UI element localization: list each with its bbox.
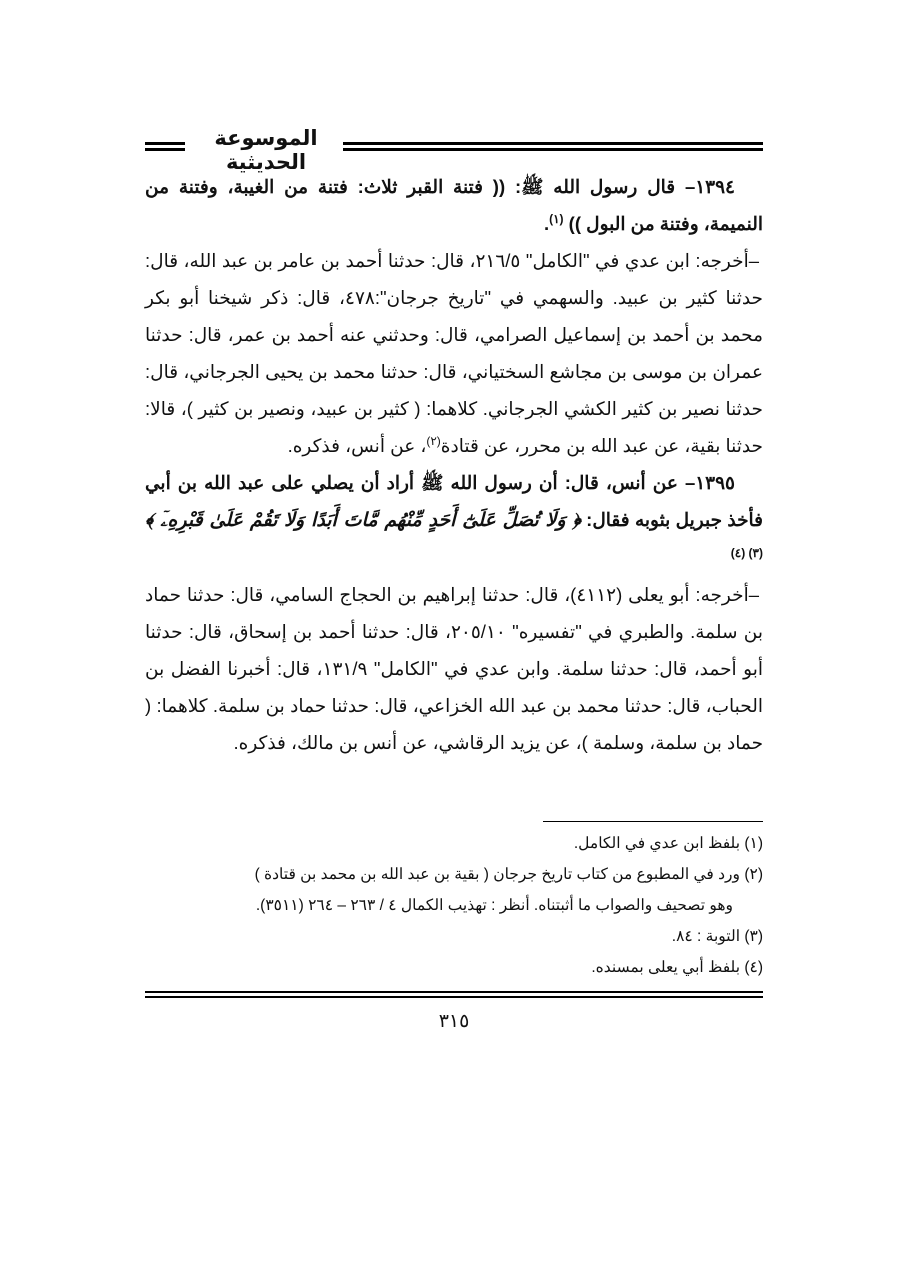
footnote xyxy=(145,859,763,890)
footnote-number: (١) xyxy=(744,835,763,852)
footnote-number: (٣) xyxy=(744,928,763,945)
header-rule xyxy=(145,148,185,151)
footnote-ref: (١) xyxy=(549,211,564,226)
main-text xyxy=(145,168,763,761)
footnote-text: بلفظ أبي يعلى بمسنده. xyxy=(591,959,741,976)
quran-verse: ﴿ وَلَا تُصَلِّ عَلَىٰٓ أَحَدٍ مِّنْهُم مَّاتَ أَبَدًا وَلَا تَقُمْ عَلَىٰ قَبْرِهِۦٓ ﴾ xyxy=(145,509,581,531)
footnote-separator xyxy=(543,821,763,822)
hadith-1395 xyxy=(145,464,763,576)
footer-rule xyxy=(145,991,763,993)
footnote-ref: (٢) xyxy=(426,433,441,448)
footnote-text: بلفظ ابن عدي في الكامل. xyxy=(573,835,741,852)
footer-rule xyxy=(145,996,763,998)
header-rule xyxy=(145,142,185,145)
page-number: ٣١٥ xyxy=(438,1011,470,1032)
footnote-continuation: وهو تصحيف والصواب ما أثبتناه. أنظر : تهذيب الكمال ٤ / ٢٦٣ – ٢٦٤ (٣٥١١). xyxy=(255,897,733,914)
hadith-text: ١٣٩٥– عن أنس، قال: أن رسول الله ﷺ أراد أن يصلي على عبد الله بن أبي فأخذ جبريل بثوبه فقال: xyxy=(145,472,764,530)
running-header xyxy=(145,120,763,174)
footnote xyxy=(145,828,763,859)
footnote xyxy=(145,952,763,983)
hadith-end: . xyxy=(543,213,550,234)
spacer xyxy=(145,761,763,821)
takhrij-text: –أخرجه: أبو يعلى (٤١١٢)، قال: حدثنا إبراهيم بن الحجاج السامي، قال: حدثنا حماد بن سلمة. والطبري في "تفسيره" ٢٠٥/١٠، قال: حدثنا أحمد بن إسحاق، قال: حدثنا أبو أحمد، قال: حدثنا سلمة. وابن عدي في "الكامل" ١٣١/٩، قال: أخبرنا الفضل بن الحباب، قال: حدثنا محمد بن عبد الله الخزاعي، قال: حدثنا حماد بن سلمة. كلاهما: ( حماد بن سلمة، وسلمة )، عن يزيد الرقاشي، عن أنس بن مالك، فذكره. xyxy=(145,584,763,753)
takhrij-text: ، عن أنس، فذكره. xyxy=(287,435,427,456)
footnote-number: (٤) xyxy=(744,959,763,976)
hadith-1394 xyxy=(145,168,763,242)
footnote-number: (٢) xyxy=(744,866,763,883)
header-rule xyxy=(343,148,763,151)
page xyxy=(145,120,763,1033)
footnote-text: ورد في المطبوع من كتاب تاريخ جرجان ( بقية بن عبد الله بن محمد بن قتادة ) xyxy=(254,866,741,883)
header-rule xyxy=(343,142,763,145)
hadith-text: ١٣٩٤– قال رسول الله ﷺ: (( فتنة القبر ثلاث: فتنة من الغيبة، وفتنة من النميمة، وفتنة من البول )) xyxy=(145,176,763,234)
takhrij-text: –أخرجه: ابن عدي في "الكامل" ٢١٦/٥، قال: حدثنا أحمد بن عامر بن عبد الله، قال: حدثنا كثير بن عبيد. والسهمي في "تاريخ جرجان":٤٧٨، قال: ذكر شيخنا أبو بكر محمد بن أحمد بن إسماعيل الصرامي، قال: وحدثني عنه أحمد بن عمر، قال: حدثنا عمران بن موسى بن مجاشع السختياني، قال: حدثنا محمد بن يحيى الجرجاني، قال: حدثنا نصير بن كثير الكشي الجرجاني. كلاهما: ( كثير بن عبيد، ونصير بن كثير )، قالا: حدثنا بقية، عن عبد الله بن محرر، عن قتادة xyxy=(145,250,763,456)
footnotes xyxy=(145,828,763,983)
header-title: الموسوعة الحديثية xyxy=(214,126,318,174)
takhrij-1395 xyxy=(145,576,763,761)
footnote xyxy=(145,921,763,952)
footnote-ref: (٣) (٤) xyxy=(730,545,763,560)
takhrij-1394 xyxy=(145,242,763,464)
footnote-text: التوبة : ٨٤. xyxy=(671,928,741,945)
